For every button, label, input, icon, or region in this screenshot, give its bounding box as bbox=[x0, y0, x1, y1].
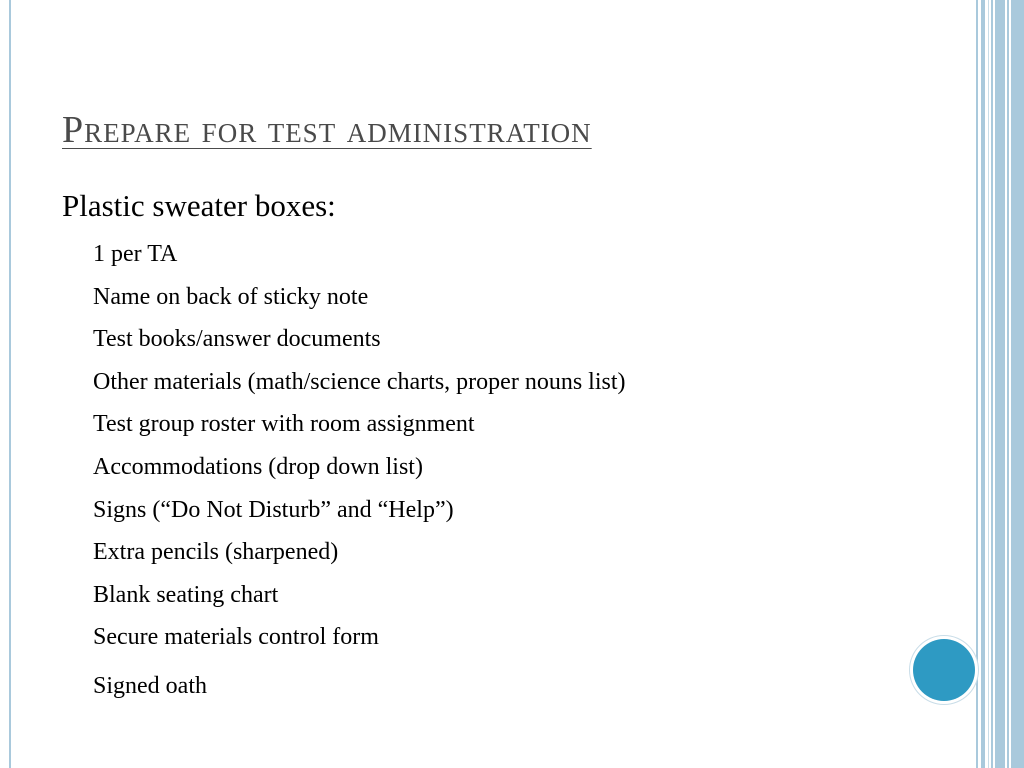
list-item: Test group roster with room assignment bbox=[93, 411, 475, 438]
stripe bbox=[981, 0, 985, 768]
slide-title: Prepare for test administration bbox=[62, 109, 592, 151]
materials-list bbox=[93, 236, 626, 711]
list-item: Accommodations (drop down list) bbox=[93, 453, 423, 480]
stripe bbox=[995, 0, 1005, 768]
list-item: Secure materials control form bbox=[93, 624, 379, 651]
left-border-line bbox=[9, 0, 11, 768]
list-item: Name on back of sticky note bbox=[93, 283, 369, 310]
decorative-circle bbox=[913, 639, 975, 701]
list-item: Blank seating chart bbox=[93, 581, 279, 608]
list-item: Signs (“Do Not Disturb” and “Help”) bbox=[93, 496, 454, 523]
list-item: 1 per TA bbox=[93, 241, 178, 267]
section-heading: Plastic sweater boxes: bbox=[62, 188, 336, 223]
list-item: Test books/answer documents bbox=[93, 326, 381, 353]
list-item: Other materials (math/science charts, proper nouns list) bbox=[93, 368, 626, 395]
list-item: Extra pencils (sharpened) bbox=[93, 539, 339, 566]
stripe bbox=[988, 0, 989, 768]
stripe bbox=[991, 0, 993, 768]
stripe bbox=[1011, 0, 1024, 768]
right-decorative-stripes bbox=[976, 0, 1024, 768]
list-item: Signed oath bbox=[93, 672, 207, 699]
stripe bbox=[976, 0, 978, 768]
stripe bbox=[1007, 0, 1009, 768]
